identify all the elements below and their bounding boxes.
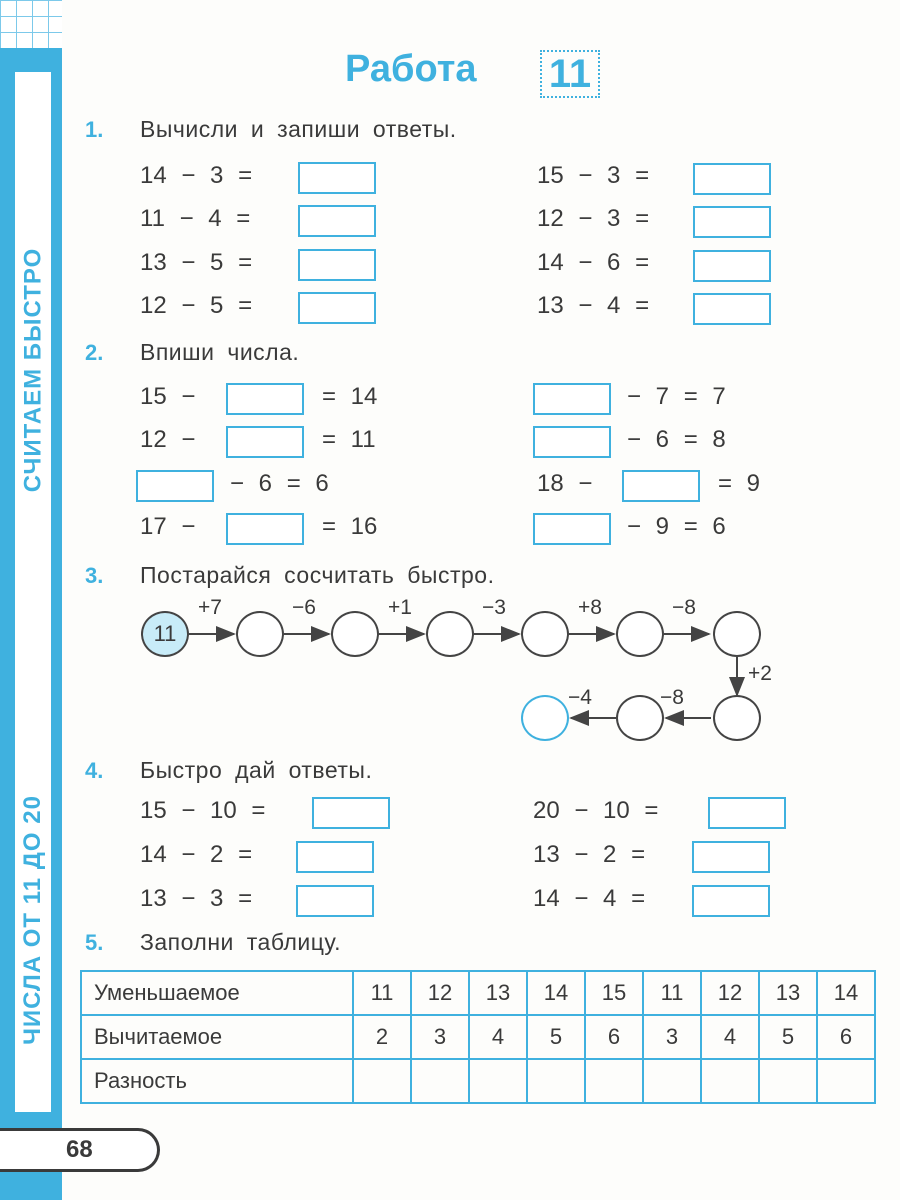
operation-label: +2 — [748, 662, 772, 685]
table-cell: 3 — [643, 1015, 701, 1059]
table-cell[interactable] — [353, 1059, 411, 1103]
table-row — [81, 1015, 875, 1059]
table-cell[interactable] — [469, 1059, 527, 1103]
table-cell: 14 — [817, 971, 875, 1015]
table-cell[interactable] — [527, 1059, 585, 1103]
table-cell: 15 — [585, 971, 643, 1015]
expression-end: − 6 = 8 — [627, 426, 726, 453]
expression-end: − 9 = 6 — [627, 513, 726, 540]
page-title: Работа — [345, 48, 477, 90]
operation-label: +8 — [578, 596, 602, 619]
expression-start: 15 − — [140, 383, 196, 410]
table-row — [81, 1059, 875, 1103]
table-cell: 5 — [527, 1015, 585, 1059]
task-number: 5. — [85, 930, 104, 955]
expression-end: = 9 — [718, 470, 761, 497]
task-number: 3. — [85, 563, 104, 588]
operation-label: −8 — [660, 686, 684, 709]
expression: 12 − 3 = — [537, 205, 650, 232]
task-instruction: Постарайся сосчитать быстро. — [140, 562, 495, 588]
table-cell: 2 — [353, 1015, 411, 1059]
task-instruction: Заполни таблицу. — [140, 929, 342, 955]
row-label: Разность — [81, 1059, 353, 1103]
page-number: 68 — [0, 1128, 160, 1172]
work-number: 11 — [540, 50, 600, 98]
table-cell[interactable] — [701, 1059, 759, 1103]
expression: 15 − 3 = — [537, 162, 650, 189]
expression: 14 − 3 = — [140, 162, 253, 189]
table-cell: 4 — [469, 1015, 527, 1059]
operation-label: −6 — [292, 596, 316, 619]
expression: 20 − 10 = — [533, 797, 659, 824]
row-label: Вычитаемое — [81, 1015, 353, 1059]
operation-label: −8 — [672, 596, 696, 619]
table-cell: 13 — [759, 971, 817, 1015]
table-cell[interactable] — [585, 1059, 643, 1103]
expression-end: − 7 = 7 — [627, 383, 726, 410]
expression: 13 − 3 = — [140, 885, 253, 912]
expression: 15 − 10 = — [140, 797, 266, 824]
table-cell: 13 — [469, 971, 527, 1015]
table-cell: 5 — [759, 1015, 817, 1059]
table-cell: 11 — [643, 971, 701, 1015]
expression: 13 − 4 = — [537, 292, 650, 319]
expression: 14 − 6 = — [537, 249, 650, 276]
table-cell: 3 — [411, 1015, 469, 1059]
table-cell: 6 — [585, 1015, 643, 1059]
operation-label: −3 — [482, 596, 506, 619]
operation-label: −4 — [568, 686, 592, 709]
table-cell[interactable] — [411, 1059, 469, 1103]
expression-end: = 14 — [322, 383, 378, 410]
expression-start: 18 − — [537, 470, 593, 497]
section-text: СЧИТАЕМ БЫСТРО — [19, 247, 46, 493]
expression-start: 17 − — [140, 513, 196, 540]
row-label: Уменьшаемое — [81, 971, 353, 1015]
chapter-text: ЧИСЛА ОТ 11 ДО 20 — [19, 795, 47, 1045]
task-number: 2. — [85, 340, 104, 365]
task-number: 4. — [85, 758, 104, 783]
expression: 13 − 2 = — [533, 841, 646, 868]
subtraction-table — [80, 970, 876, 1104]
table-row — [81, 971, 875, 1015]
task-number: 1. — [85, 117, 104, 142]
table-cell: 12 — [701, 971, 759, 1015]
expression: 12 − 5 = — [140, 292, 253, 319]
start-circle: 11 — [141, 611, 189, 657]
table-cell[interactable] — [817, 1059, 875, 1103]
operation-label: +7 — [198, 596, 222, 619]
table-cell: 12 — [411, 971, 469, 1015]
task-instruction: Впиши числа. — [140, 339, 300, 365]
expression: 14 − 4 = — [533, 885, 646, 912]
operation-label: +1 — [388, 596, 412, 619]
table-cell: 11 — [353, 971, 411, 1015]
expression: 13 − 5 = — [140, 249, 253, 276]
expression: 14 − 2 = — [140, 841, 253, 868]
table-cell[interactable] — [759, 1059, 817, 1103]
table-cell[interactable] — [643, 1059, 701, 1103]
expression: 11 − 4 = — [140, 205, 251, 232]
table-cell: 6 — [817, 1015, 875, 1059]
task-instruction: Быстро дай ответы. — [140, 757, 373, 783]
expression-end: = 16 — [322, 513, 378, 540]
expression-start: 12 − — [140, 426, 196, 453]
expression-end: − 6 = 6 — [230, 470, 329, 497]
expression-end: = 11 — [322, 426, 376, 453]
task-instruction: Вычисли и запиши ответы. — [140, 116, 457, 142]
table-cell: 14 — [527, 971, 585, 1015]
table-cell: 4 — [701, 1015, 759, 1059]
